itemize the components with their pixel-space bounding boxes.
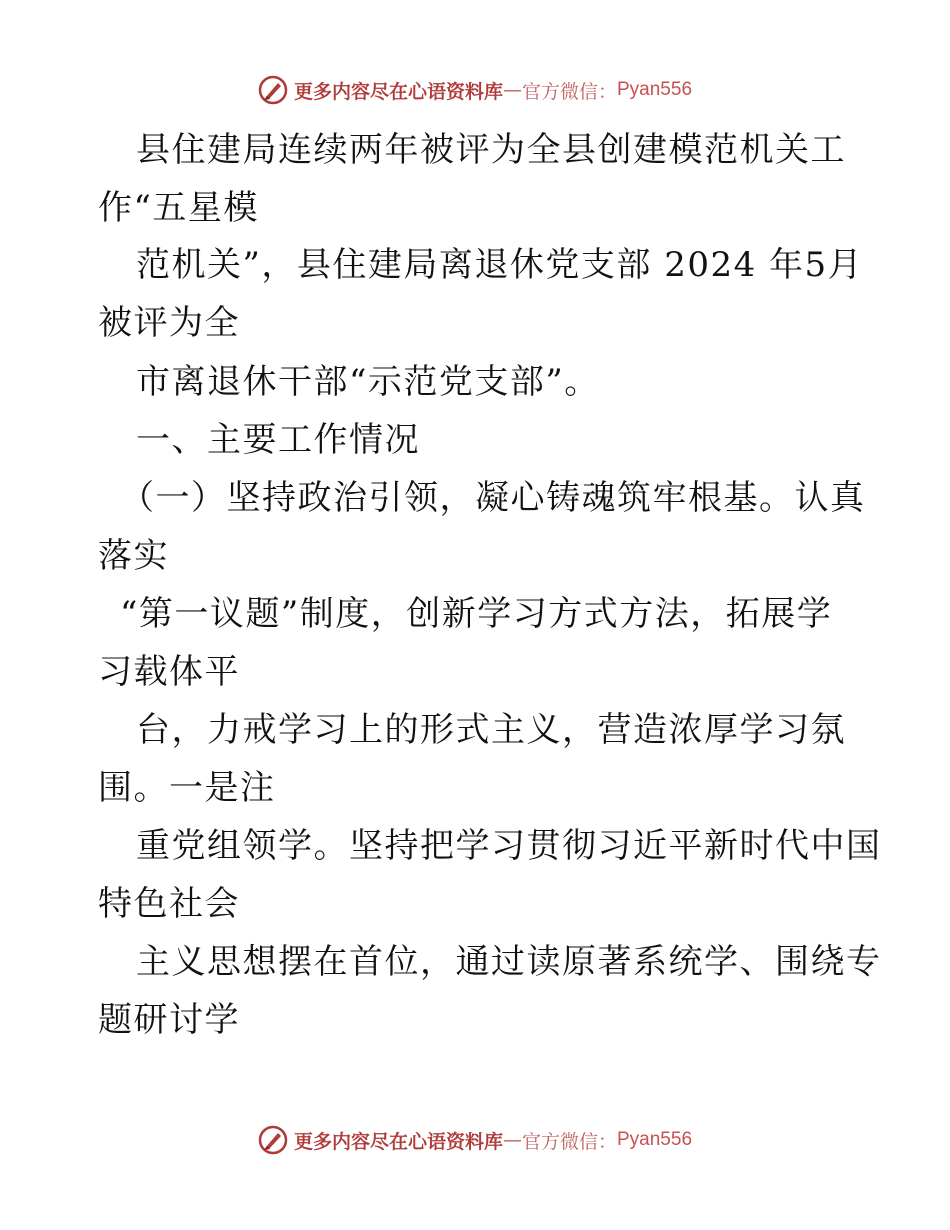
watermark-footer — [0, 1120, 950, 1160]
body-line: 范机关”，县住建局离退休党支部 2024 年5月 — [136, 245, 864, 285]
watermark-main-text: 更多内容尽在心语资料库 — [293, 80, 503, 103]
watermark-separator: — — [502, 79, 522, 101]
watermark-separator: — — [502, 1129, 522, 1151]
body-line: 落实 — [98, 536, 169, 576]
body-line: 习载体平 — [98, 652, 240, 692]
body-line: 围。一是注 — [98, 768, 276, 808]
body-line: 重党组领学。坚持把学习贯彻习近平新时代中国 — [136, 826, 882, 866]
watermark-wechat-id: Pyan556 — [617, 79, 693, 100]
body-line: 被评为全 — [98, 303, 240, 343]
watermark-main-text: 更多内容尽在心语资料库 — [293, 1130, 503, 1153]
body-line: “第一议题”制度，创新学习方式方法，拓展学 — [120, 594, 833, 634]
body-line: 县住建局连续两年被评为全县创建模范机关工 — [136, 130, 846, 170]
body-line: 主义思想摆在首位，通过读原著系统学、围绕专 — [136, 942, 882, 982]
watermark-header — [0, 70, 950, 110]
body-line: 题研讨学 — [98, 1000, 240, 1040]
section-heading: 一、主要工作情况 — [136, 420, 420, 460]
body-line: 台，力戒学习上的形式主义，营造浓厚学习氛 — [136, 710, 846, 750]
body-line: 作“五星模 — [98, 188, 259, 228]
body-line: 市离退休干部“示范党支部”。 — [136, 362, 600, 402]
pen-logo-icon — [258, 1125, 288, 1155]
body-line: （一）坚持政治引领，凝心铸魂筑牢根基。认真 — [120, 478, 866, 518]
watermark-official-label: 官方微信： — [521, 80, 617, 103]
pen-logo-icon — [258, 75, 288, 105]
body-line: 特色社会 — [98, 884, 240, 924]
watermark-wechat-id: Pyan556 — [617, 1129, 693, 1150]
watermark-official-label: 官方微信： — [521, 1130, 617, 1153]
